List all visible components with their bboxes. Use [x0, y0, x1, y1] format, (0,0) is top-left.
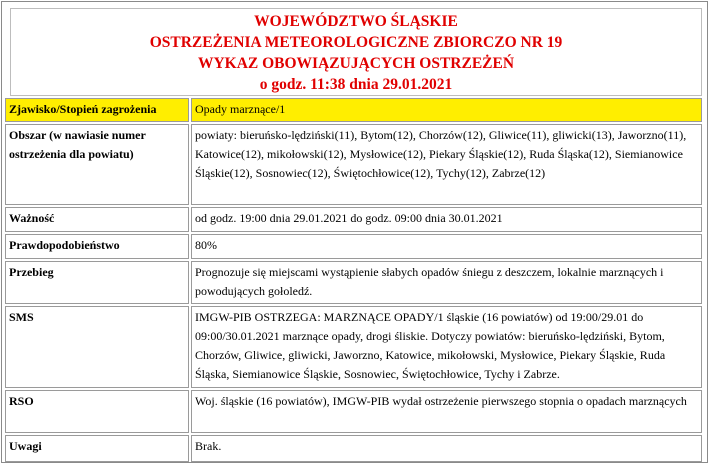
table-row-probability — [5, 234, 702, 259]
table-row-sms — [5, 306, 702, 388]
table-row-rso — [5, 390, 702, 433]
row-label: Zjawisko/Stopień zagrożenia — [5, 98, 189, 122]
row-value: IMGW-PIB OSTRZEGA: MARZNĄCE OPADY/1 śląskie (16 powiatów) od 19:00/29.01 do 09:00/30.01.2021 marznące opady, drogi śliskie. Dotyczy powiatów: bieruńsko-lędziński, Bytom, Chorzów, Gliwice, gliwicki, Jaworzno, Katowice, mikołowski, Mysłowice, Piekary Śląskie, Ruda Śląska, Siemianowice Śląskie, Sosnowiec, Świętochłowice, Tychy i Zabrze. — [191, 306, 702, 388]
row-label: Obszar (w nawiasie numer ostrzeżenia dla powiatu) — [5, 124, 189, 205]
header-list-title: WYKAZ OBOWIĄZUJĄCYCH OSTRZEŻEŃ — [197, 55, 515, 72]
row-label: Uwagi — [5, 435, 189, 462]
table-row-course — [5, 261, 702, 304]
row-value: Woj. śląskie (16 powiatów), IMGW-PIB wydał ostrzeżenie pierwszego stopnia o opadach marznących — [191, 390, 702, 433]
row-label: Prawdopodobieństwo — [5, 234, 189, 259]
header-timestamp: o godz. 11:38 dnia 29.01.2021 — [259, 76, 453, 93]
row-label: SMS — [5, 306, 189, 388]
table-row-notes — [5, 435, 702, 462]
warning-header — [10, 8, 702, 96]
table-row-validity — [5, 207, 702, 232]
warning-table — [3, 96, 704, 464]
row-label: Ważność — [5, 207, 189, 232]
table-row-phenomenon — [5, 98, 702, 122]
row-value: od godz. 19:00 dnia 29.01.2021 do godz. 09:00 dnia 30.01.2021 — [191, 207, 702, 232]
row-value: Prognozuje się miejscami wystąpienie słabych opadów śniegu z deszczem, lokalnie marznących i powodujących gołoledź. — [191, 261, 702, 304]
row-value: Opady marznące/1 — [191, 98, 702, 122]
header-bulletin-title: OSTRZEŻENIA METEOROLOGICZNE ZBIORCZO NR 19 — [149, 34, 563, 51]
row-value: powiaty: bieruńsko-lędziński(11), Bytom(12), Chorzów(12), Gliwice(11), gliwicki(13), Jaworzno(11), Katowice(12), mikołowski(12), Mysłowice(12), Piekary Śląskie(12), Ruda Śląska(12), Siemianowice Śląskie(12), Sosnowiec(12), Świętochłowice(12), Tychy(12), Zabrze(12) — [191, 124, 702, 205]
table-row-area — [5, 124, 702, 205]
row-label: RSO — [5, 390, 189, 433]
header-region: WOJEWÓDZTWO ŚLĄSKIE — [254, 13, 458, 30]
row-value: Brak. — [191, 435, 702, 462]
row-label: Przebieg — [5, 261, 189, 304]
row-value: 80% — [191, 234, 702, 259]
